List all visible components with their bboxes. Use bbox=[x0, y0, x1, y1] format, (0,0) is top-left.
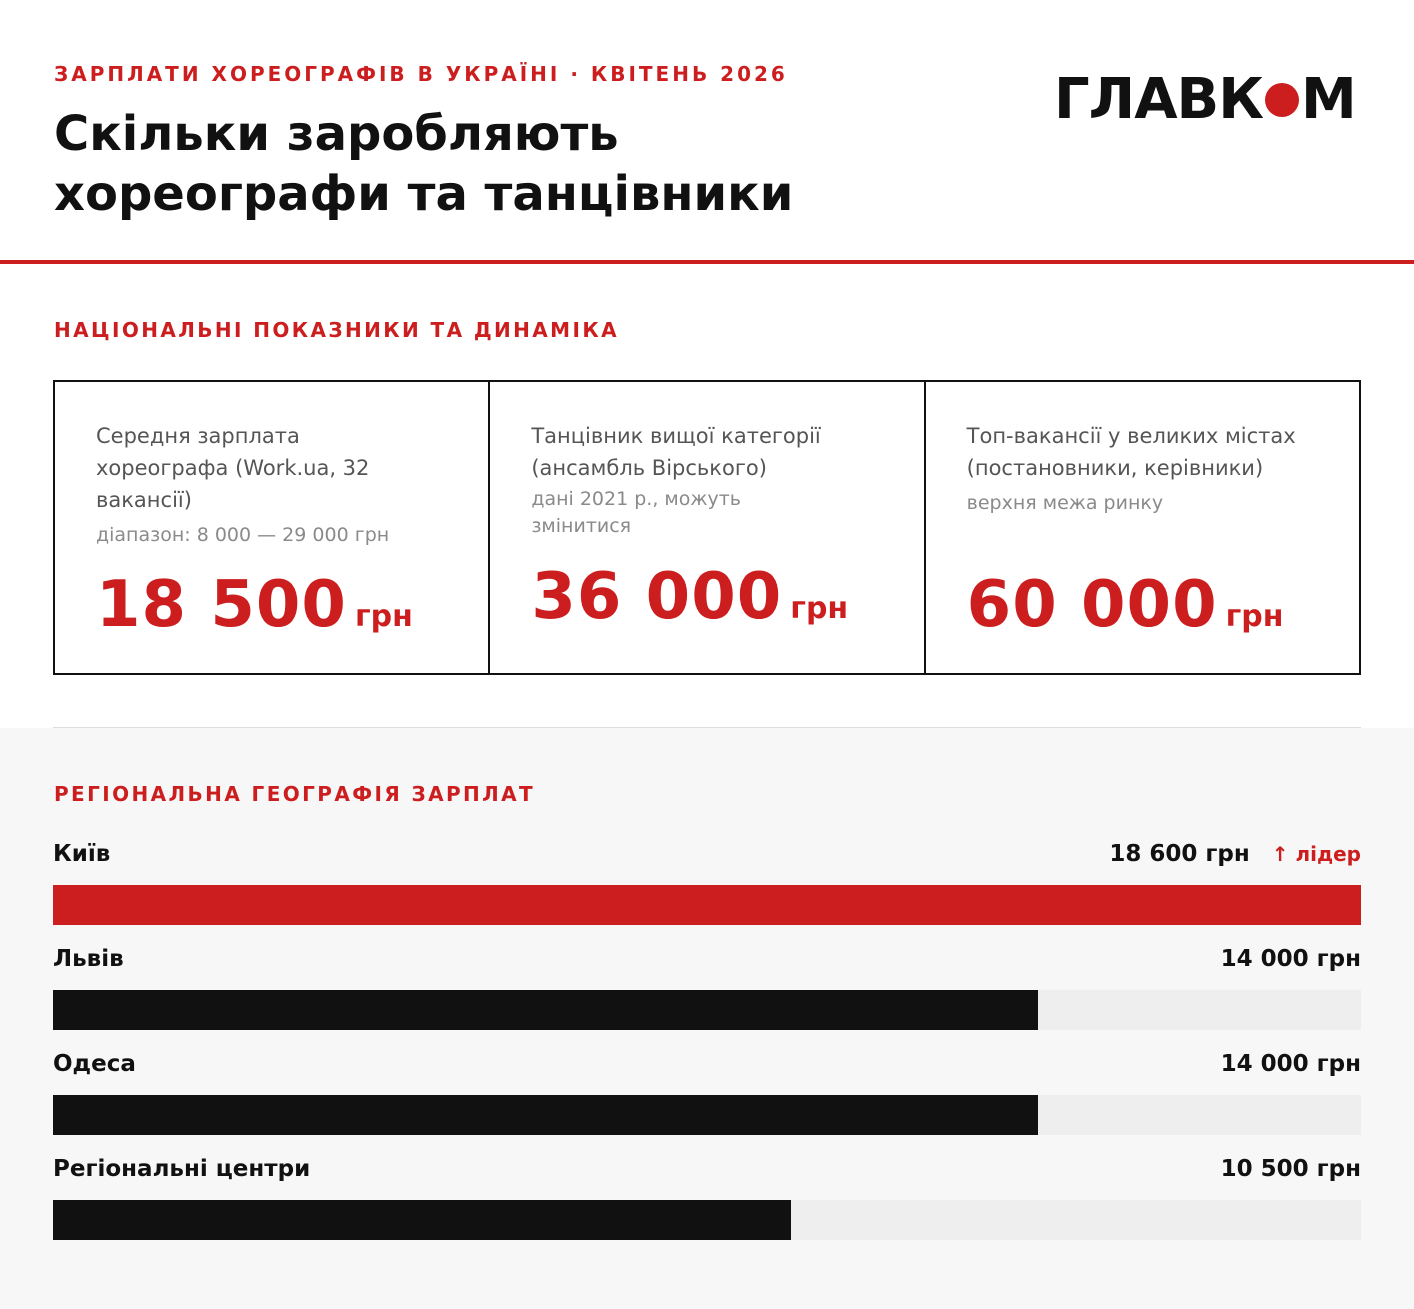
region-name: Київ bbox=[53, 841, 111, 867]
region-name: Регіональні центри bbox=[53, 1156, 311, 1182]
region-bar bbox=[53, 990, 1038, 1030]
region-row-lviv bbox=[53, 946, 1361, 1030]
region-bar-track bbox=[53, 990, 1361, 1030]
logo-text-start: ГЛАВК bbox=[1054, 67, 1263, 132]
stat-card-note: верхня межа ринку bbox=[966, 492, 1164, 514]
stat-card-label: Топ-вакансії у великих містах (постановники, керівники) bbox=[966, 424, 1296, 480]
logo-text-end: М bbox=[1301, 67, 1356, 132]
region-value: 14 000 грн bbox=[1220, 1051, 1361, 1077]
region-bar bbox=[53, 1095, 1038, 1135]
header-divider bbox=[0, 260, 1414, 264]
kicker: ЗАРПЛАТИ ХОРЕОГРАФІВ В УКРАЇНІ · КВІТЕНЬ 2026 bbox=[54, 62, 788, 86]
stat-card-note: діапазон: 8 000 — 29 000 грн bbox=[96, 524, 390, 546]
stat-card-unit: грн bbox=[790, 591, 849, 626]
region-bar-track bbox=[53, 885, 1361, 925]
region-value: 14 000 грн bbox=[1220, 946, 1361, 972]
logo-dot-icon bbox=[1265, 83, 1299, 117]
stat-card-unit: грн bbox=[354, 599, 413, 634]
brand-logo[interactable] bbox=[1054, 68, 1356, 132]
region-value: 10 500 грн bbox=[1220, 1156, 1361, 1182]
stat-card-note: дані 2021 р., можуть змінитися bbox=[531, 488, 742, 537]
leader-badge: ↑ лідер bbox=[1271, 842, 1361, 866]
stat-card-value bbox=[96, 568, 413, 642]
stat-card-number: 60 000 bbox=[966, 568, 1218, 642]
stat-card-top bbox=[924, 382, 1359, 673]
section-divider bbox=[53, 727, 1361, 728]
region-bar bbox=[53, 885, 1361, 925]
stat-card-value bbox=[531, 560, 849, 634]
stat-card-value bbox=[966, 568, 1284, 642]
page-title: Скільки заробляють хореографи та танцівники bbox=[54, 106, 794, 222]
stat-card-unit: грн bbox=[1225, 599, 1284, 634]
region-row-regional-centers bbox=[53, 1156, 1361, 1240]
region-name: Львів bbox=[53, 946, 124, 972]
region-row-kyiv bbox=[53, 841, 1361, 925]
stat-card-number: 18 500 bbox=[96, 568, 347, 642]
region-bar bbox=[53, 1200, 791, 1240]
region-bar-track bbox=[53, 1200, 1361, 1240]
region-bar-track bbox=[53, 1095, 1361, 1135]
region-row-odesa bbox=[53, 1051, 1361, 1135]
stat-card-number: 36 000 bbox=[531, 560, 783, 634]
national-section-label: НАЦІОНАЛЬНІ ПОКАЗНИКИ ТА ДИНАМІКА bbox=[54, 318, 619, 342]
region-name: Одеса bbox=[53, 1051, 136, 1077]
region-value: 18 600 грн bbox=[1109, 841, 1250, 867]
stat-card-virsky bbox=[488, 382, 923, 673]
regional-section-label: РЕГІОНАЛЬНА ГЕОГРАФІЯ ЗАРПЛАТ bbox=[54, 782, 536, 806]
header bbox=[0, 0, 1414, 262]
stat-card-label: Середня зарплата хореографа (Work.ua, 32 вакансії) bbox=[96, 424, 370, 512]
stat-card-average bbox=[55, 382, 488, 673]
stat-cards bbox=[53, 380, 1361, 675]
stat-card-label: Танцівник вищої категорії (ансамбль Вірського) bbox=[531, 424, 821, 480]
